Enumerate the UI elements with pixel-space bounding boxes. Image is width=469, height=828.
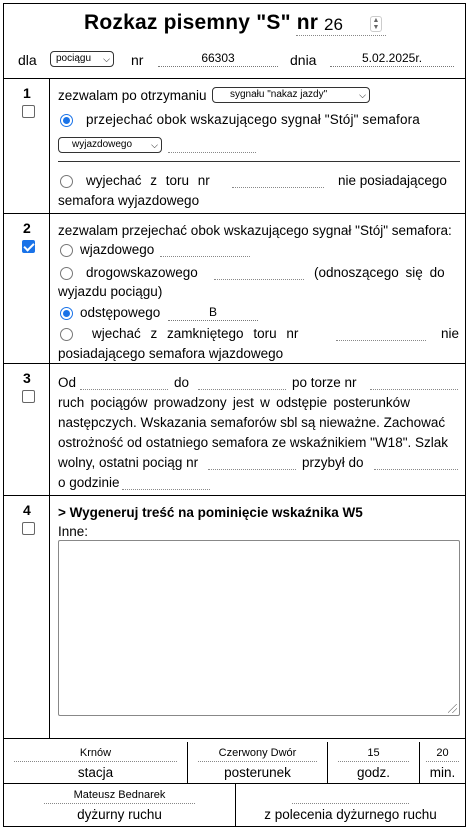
dyzurny-value[interactable]: Mateusz Bednarek bbox=[73, 789, 166, 801]
posterunek-label: posterunek bbox=[224, 765, 291, 780]
s3-train-number-input[interactable] bbox=[208, 455, 296, 470]
polecenie-label: z polecenia dyżurnego ruchu bbox=[264, 807, 437, 822]
section-number: 3 bbox=[23, 370, 31, 386]
s3-od: Od bbox=[58, 375, 77, 390]
section-3-number-col bbox=[4, 364, 50, 495]
s2-opt2-input[interactable] bbox=[214, 265, 304, 280]
semaphore-type-select[interactable] bbox=[58, 137, 162, 153]
dyzurny-label: dyżurny ruchu bbox=[77, 807, 162, 822]
s2-radio-odstepowy[interactable] bbox=[60, 307, 73, 320]
footer-row-2 bbox=[4, 784, 465, 826]
min-value[interactable]: 20 bbox=[436, 747, 449, 759]
section-4 bbox=[4, 496, 465, 739]
train-type-value: pociągu bbox=[56, 53, 92, 64]
order-number-value: 26 bbox=[324, 15, 343, 34]
section-number: 4 bbox=[23, 502, 31, 518]
s2-option-4: wjechać z zamkniętego toru nr bbox=[92, 326, 299, 341]
signal-select-value: sygnału "nakaz jazdy" bbox=[230, 89, 328, 100]
godz-value[interactable]: 15 bbox=[367, 747, 380, 759]
train-type-select[interactable] bbox=[50, 51, 114, 67]
s2-option-1: wjazdowego bbox=[80, 242, 155, 257]
section-2-checkbox[interactable] bbox=[22, 240, 35, 253]
polecenie-cell bbox=[236, 784, 465, 826]
nr-label: nr bbox=[131, 52, 144, 68]
inne-textarea[interactable] bbox=[58, 540, 460, 716]
godz-cell bbox=[328, 742, 420, 783]
s3-po-torze: po torze nr bbox=[292, 375, 357, 390]
s2-radio-zamkniety-tor[interactable] bbox=[60, 328, 73, 341]
chevron-down-icon: ⌵ bbox=[151, 140, 158, 150]
s3-track-input[interactable] bbox=[370, 375, 458, 390]
date-input[interactable]: 5.02.2025r. bbox=[330, 51, 454, 67]
dnia-label: dnia bbox=[290, 52, 317, 68]
resize-handle-icon[interactable] bbox=[448, 704, 457, 713]
section-1 bbox=[4, 79, 465, 214]
dyzurny-line bbox=[44, 803, 195, 804]
s2-option-2c: wyjazdu pociągu) bbox=[58, 284, 163, 299]
godz-line bbox=[338, 761, 409, 762]
section-1-checkbox[interactable] bbox=[22, 105, 35, 118]
polecenie-line bbox=[292, 803, 409, 804]
godz-label: godz. bbox=[356, 765, 391, 780]
s3-time-input[interactable] bbox=[122, 475, 210, 490]
s2-opt4-input[interactable] bbox=[336, 326, 426, 341]
section-4-number-col bbox=[4, 496, 50, 738]
s3-text-4: ostrożność od ostatniego semafora ze wskaźnikiem "W18". Szlak bbox=[58, 435, 449, 450]
min-line bbox=[426, 761, 459, 762]
posterunek-cell bbox=[188, 742, 328, 783]
section-number: 1 bbox=[23, 85, 31, 101]
stacja-line bbox=[14, 761, 177, 762]
chevron-down-icon: ⌵ bbox=[359, 90, 366, 100]
s2-opt3-input[interactable]: B bbox=[168, 305, 258, 321]
s2-text: zezwalam przejechać obok wskazującego sygnał "Stój" semafora: bbox=[58, 223, 452, 238]
s3-text-3: następczych. Wskazania semaforów sbl są nieważne. Zachować bbox=[58, 415, 446, 430]
page-title: Rozkaz pisemny "S" nr bbox=[84, 11, 319, 34]
section-1-number-col bbox=[4, 79, 50, 213]
form-header bbox=[4, 4, 465, 79]
order-number-input[interactable] bbox=[296, 13, 386, 36]
dyzurny-cell bbox=[4, 784, 236, 826]
s3-przybyl: przybył do bbox=[302, 455, 364, 470]
s2-option-2: drogowskazowego bbox=[86, 265, 198, 280]
min-label: min. bbox=[429, 765, 456, 780]
s2-opt1-input[interactable] bbox=[160, 242, 250, 257]
section-2-number-col bbox=[4, 214, 50, 363]
semaphore-type-value: wyjazdowego bbox=[72, 139, 133, 150]
s1-option-b-text: wyjechać z toru nr bbox=[86, 173, 210, 188]
s2-option-3: odstępowego bbox=[80, 305, 161, 320]
s3-text-5: wolny, ostatni pociąg nr bbox=[58, 455, 199, 470]
s1-radio-pass-signal[interactable] bbox=[60, 114, 73, 127]
dla-label: dla bbox=[18, 52, 37, 68]
s3-from-input[interactable] bbox=[80, 375, 168, 390]
s2-option-2b: (odnoszącego się do bbox=[314, 265, 445, 280]
divider bbox=[58, 161, 460, 162]
footer-row-1 bbox=[4, 742, 465, 784]
s1-option-b-text2: nie posiadającego bbox=[338, 173, 447, 188]
s3-text-2: ruch pociągów prowadzony jest w odstępie posterunków bbox=[58, 395, 410, 410]
s1-option-a-text: przejechać obok wskazującego sygnał "Stój" semafora bbox=[86, 112, 420, 127]
s1-text: zezwalam po otrzymaniu bbox=[58, 88, 207, 103]
s1-radio-exit-track[interactable] bbox=[60, 175, 73, 188]
stacja-label: stacja bbox=[77, 765, 114, 780]
s3-arrived-at-input[interactable] bbox=[374, 455, 458, 470]
section-3-checkbox[interactable] bbox=[22, 390, 35, 403]
s2-radio-drogowskazowy[interactable] bbox=[60, 267, 73, 280]
inne-label: Inne: bbox=[58, 524, 89, 539]
section-number: 2 bbox=[23, 220, 31, 236]
s2-option-4b: nie bbox=[441, 326, 460, 341]
section-2 bbox=[4, 214, 465, 364]
section-3 bbox=[4, 364, 465, 496]
spinner-icon[interactable]: ▲ ▼ bbox=[370, 16, 382, 32]
generate-w5-link[interactable]: > Wygeneruj treść na pominięcie wskaźnika W5 bbox=[58, 505, 363, 520]
posterunek-value[interactable]: Czerwony Dwór bbox=[218, 747, 297, 759]
s1-option-b-text3: semafora wyjazdowego bbox=[58, 193, 200, 208]
s1-semaphore-name-input[interactable] bbox=[168, 138, 256, 153]
stacja-cell bbox=[4, 742, 188, 783]
chevron-down-icon: ⌵ bbox=[103, 54, 110, 64]
s3-do: do bbox=[174, 375, 190, 390]
s3-o-godzinie: o godzinie bbox=[58, 475, 120, 490]
s2-radio-wjazdowy[interactable] bbox=[60, 244, 73, 257]
s2-option-4c: posiadającego semafora wjazdowego bbox=[58, 346, 284, 361]
s3-to-input[interactable] bbox=[198, 375, 286, 390]
stacja-value[interactable]: Krnów bbox=[79, 747, 112, 759]
min-cell bbox=[420, 742, 465, 783]
order-form bbox=[3, 3, 466, 827]
posterunek-line bbox=[198, 761, 317, 762]
s1-track-number-input[interactable] bbox=[232, 173, 324, 188]
section-4-checkbox[interactable] bbox=[22, 522, 35, 535]
signal-select[interactable] bbox=[212, 87, 370, 103]
train-number-input[interactable]: 66303 bbox=[158, 51, 278, 67]
